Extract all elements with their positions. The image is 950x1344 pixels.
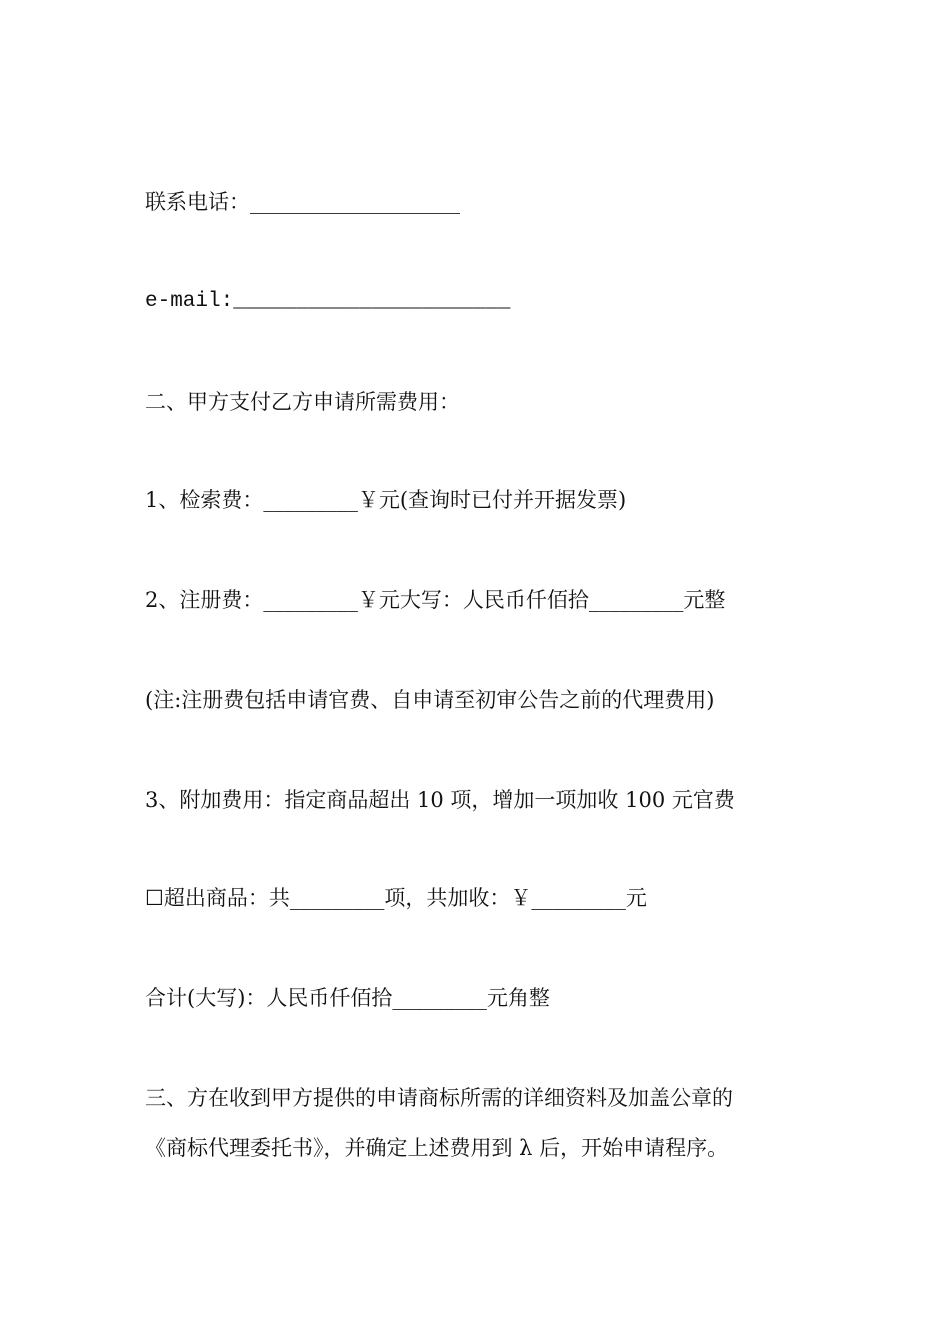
section-2-heading: 二、甲方支付乙方申请所需费用： xyxy=(145,390,460,414)
registration-fee-note: (注:注册费包括申请官费、自申请至初审公告之前的代理费用) xyxy=(145,688,715,712)
section-3-line-2: 《商标代理委托书》，并确定上述费用到 λ 后，开始申请程序。 xyxy=(145,1136,729,1160)
additional-fee-line: 3、附加费用：指定商品超出 10 项，增加一项加收 100 元官费 xyxy=(145,788,735,812)
search-fee-line: 1、检索费：_________￥元(查询时已付并开据发票) xyxy=(145,488,627,512)
contact-phone-line: 联系电话：____________________ xyxy=(145,190,460,214)
email-line: e-mail:______________________ xyxy=(145,290,511,313)
total-amount-line: 合计(大写)：人民币仟佰拾_________元角整 xyxy=(145,986,550,1010)
registration-fee-line: 2、注册费：_________￥元大写：人民币仟佰拾_________元整 xyxy=(145,588,726,612)
section-3-line-1: 三、方在收到甲方提供的申请商标所需的详细资料及加盖公章的 xyxy=(145,1086,733,1110)
excess-goods-line: ☐超出商品：共_________项，共加收：￥_________元 xyxy=(145,886,647,910)
